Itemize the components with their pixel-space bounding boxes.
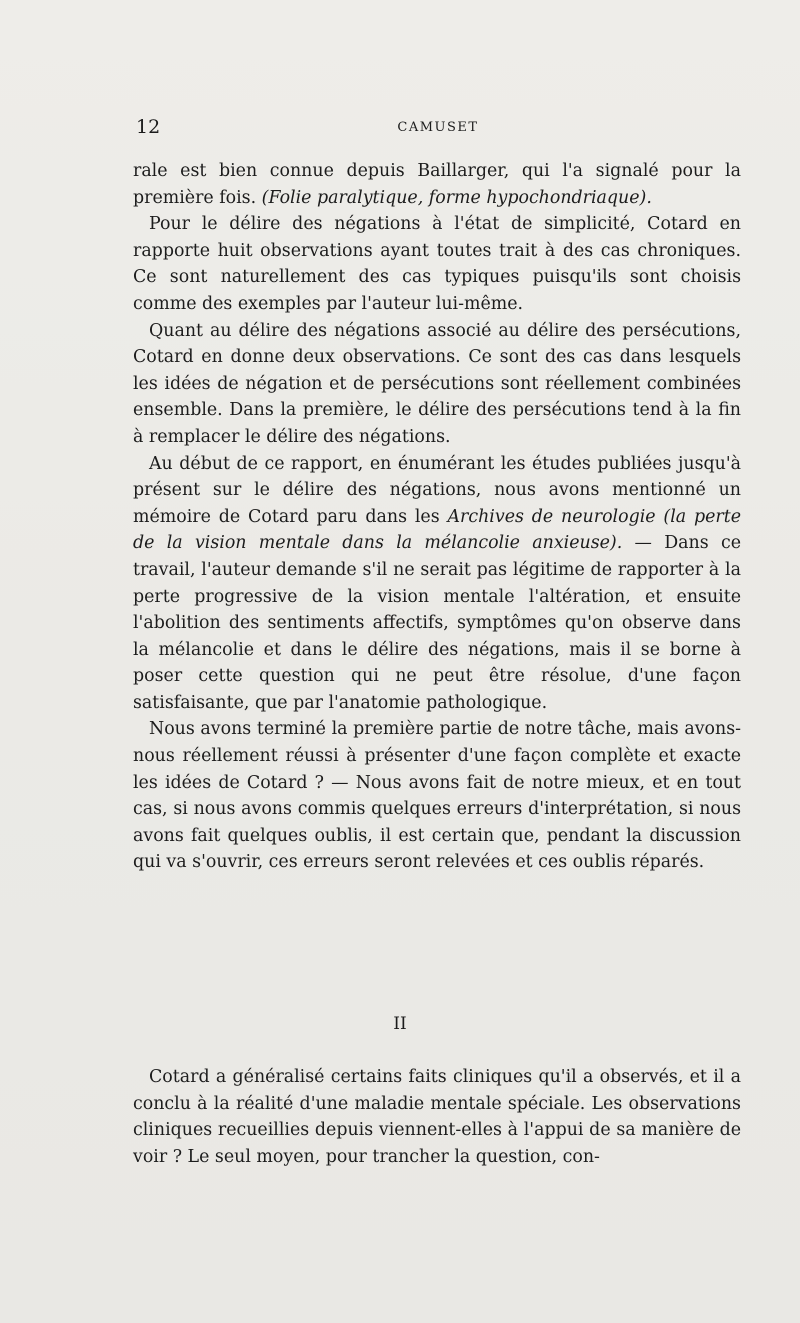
paragraph-text: Au début de ce rapport, en énumérant les études publiées jusqu'à présent sur le délire des négations, nous avons mentionné un mémoire de Cotard paru dans les xyxy=(133,453,741,527)
paragraph xyxy=(133,451,741,717)
paragraph-text: rale est bien connue depuis Baillarger, qui l'a signalé pour la première fois. xyxy=(133,161,741,208)
paragraph: Nous avons terminé la première partie de notre tâche, mais avons-nous réellement réussi à présenter d'une façon complète et exacte les idées de Cotard ? — Nous avons fait de notre mieux, et en tout cas, si nous avons commis quelques erreurs d'interprétation, si nous avons fait quelques oublis, il est certain que, pendant la discussion qui va s'ouvrir, ces erreurs seront relevées et ces oublis réparés. xyxy=(133,719,741,873)
body-text xyxy=(133,158,741,876)
italic-citation: Archives de neurologie (la perte de la vision mentale dans la mélancolie anxieuse). xyxy=(133,506,742,554)
paragraph: Quant au délire des négations associé au délire des persécutions, Cotard en donne deux observations. Ce sont des cas dans lesquels les idées de négation et de persécutions sont réellement combinées ensemble. Dans la première, le délire des persécutions tend à la fin à remplacer le délire des négations. xyxy=(133,320,741,447)
running-head: CAMUSET xyxy=(397,120,479,135)
page-number: 12 xyxy=(136,116,161,138)
paragraph-text: — Dans ce travail, l'auteur demande s'il ne serait pas légitime de rapporter à la perte progressive de la vision mentale l'altération, et ensuite l'abolition des sentiments affectifs, symptômes qu'on observe dans la mélancolie et dans le délire des négations, mais il se borne à poser cette question qui ne peut être résolue, d'une façon satisfaisante, que par l'anatomie pathologique. xyxy=(133,533,741,713)
paragraph-continuation xyxy=(133,158,741,211)
paragraph: Cotard a généralisé certains faits cliniques qu'il a observés, et il a conclu à la réalité d'une maladie mentale spéciale. Les observations cliniques recueillies depuis viennent-elles à l'appui de sa manière de voir ? Le seul moyen, pour trancher la question, con- xyxy=(133,1067,741,1167)
paragraph: Pour le délire des négations à l'état de simplicité, Cotard en rapporte huit observations ayant toutes trait à des cas chroniques. Ce sont naturellement des cas typiques puisqu'ils sont choisis comme des exemples par l'auteur lui-même. xyxy=(133,214,741,314)
italic-citation: (Folie paralytique, forme hypochondriaque). xyxy=(261,187,652,208)
page-header xyxy=(136,116,740,140)
section-body-text xyxy=(133,1064,741,1170)
section-heading: II xyxy=(393,1014,407,1034)
